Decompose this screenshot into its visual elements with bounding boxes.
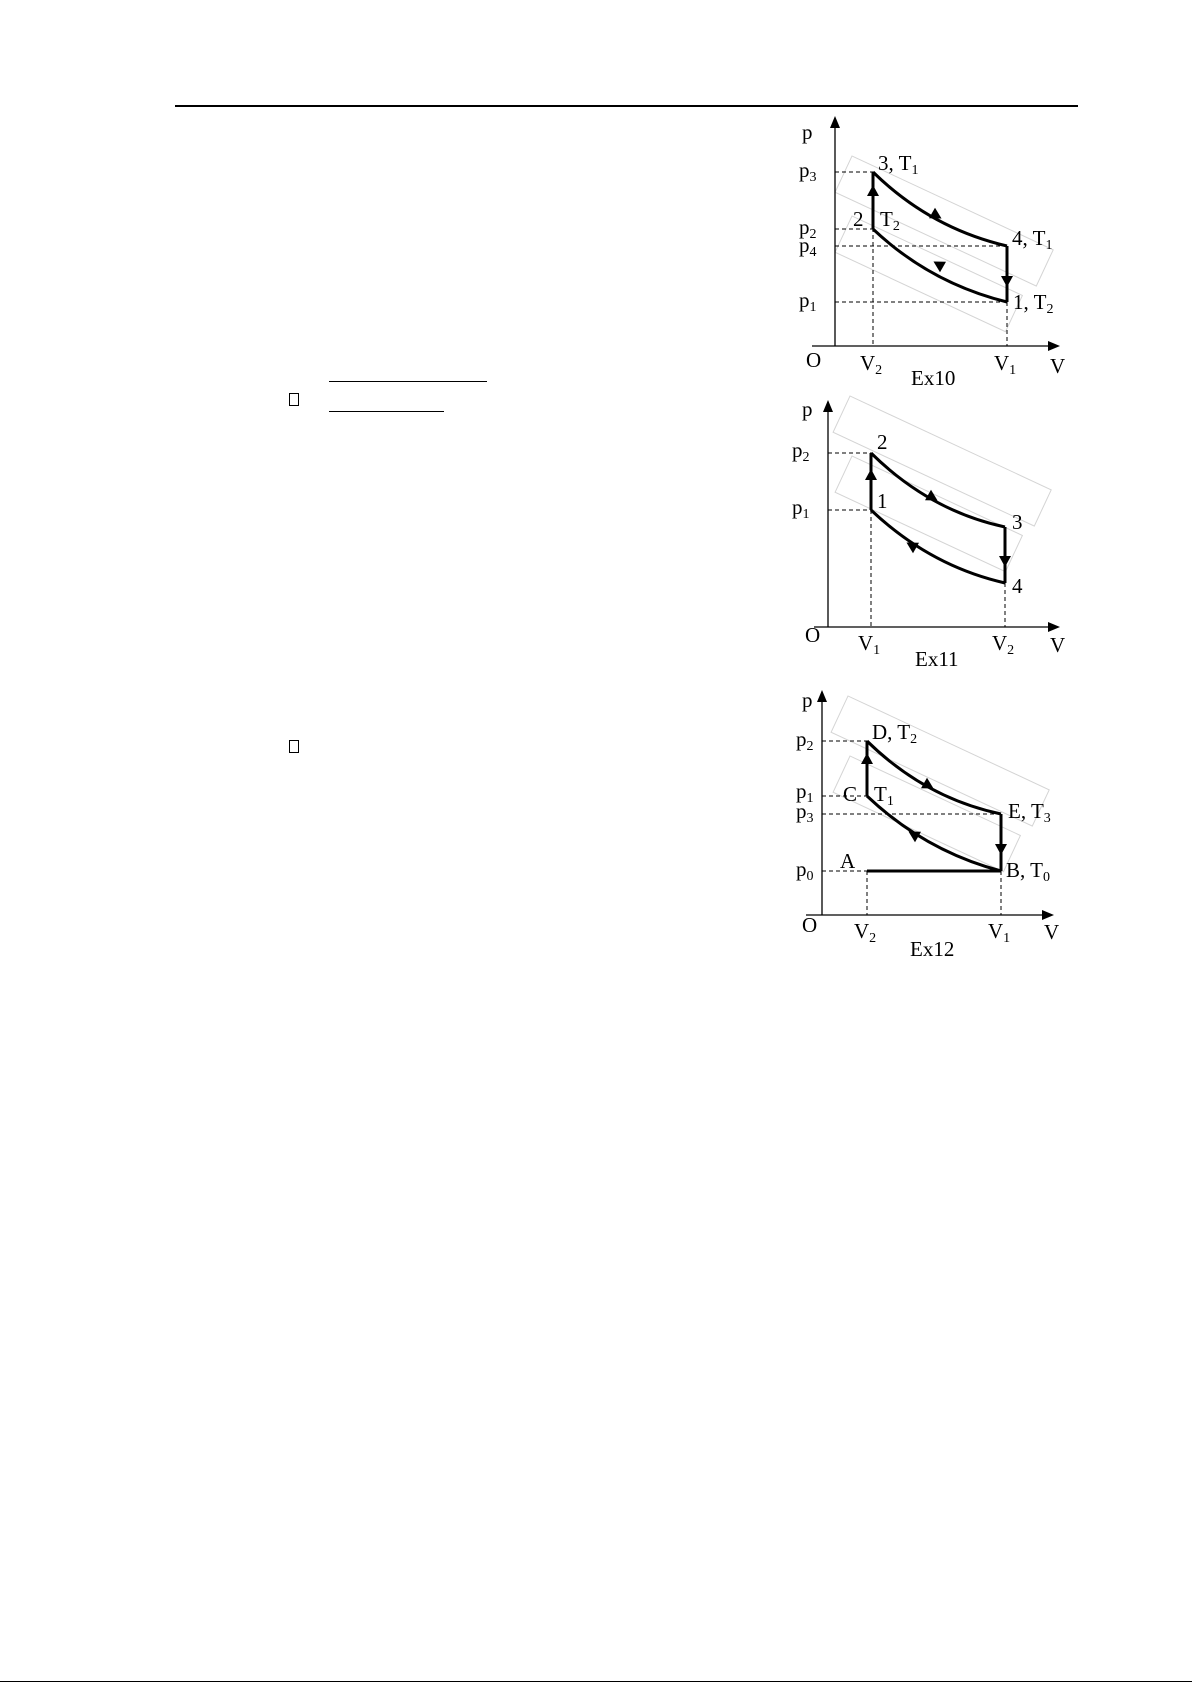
state-label-B: B, T0	[1006, 858, 1050, 885]
y-axis-arrowhead	[830, 116, 840, 128]
tick-v1: V1	[994, 351, 1017, 378]
figure-ex12	[790, 686, 1090, 966]
origin-label: O	[802, 913, 818, 937]
origin-label: O	[806, 348, 822, 372]
y-axis-label: p	[802, 120, 813, 144]
y-axis-arrowhead	[817, 690, 827, 702]
state-label-4: 4	[1012, 574, 1023, 598]
state-label-3: 3	[1012, 510, 1023, 534]
x-axis-arrowhead	[1048, 622, 1060, 632]
x-axis-arrowhead	[1048, 341, 1060, 351]
state-label-C: C	[843, 782, 858, 806]
tick-p3: p3	[796, 799, 814, 826]
placeholder-box-2	[289, 740, 299, 753]
x-axis-label: V	[1044, 920, 1060, 944]
state-label-A: A	[840, 849, 856, 873]
tick-v1: V1	[858, 631, 881, 658]
answer-blank-1	[329, 381, 487, 382]
state-label-2-temp: T2	[880, 207, 900, 234]
tick-v2: V2	[854, 919, 877, 946]
figure-ex11	[790, 396, 1090, 676]
state-label-2: 2	[877, 430, 888, 454]
figure-ex10	[790, 108, 1090, 408]
answer-blank-2	[329, 411, 444, 412]
tick-p1: p1	[796, 779, 814, 806]
y-axis-arrowhead	[823, 400, 833, 412]
tick-p1: p1	[799, 288, 817, 315]
y-axis-label: p	[802, 397, 813, 421]
tick-p2: p2	[799, 215, 817, 242]
placeholder-box-1	[289, 393, 299, 406]
figure-caption: Ex12	[910, 937, 955, 961]
x-axis-arrowhead	[1042, 910, 1054, 920]
figure-caption: Ex10	[911, 366, 956, 390]
tick-v1: V1	[988, 919, 1011, 946]
state-label-1: 1	[877, 489, 888, 513]
tick-p2: p2	[792, 438, 810, 465]
state-label-4: 4, T1	[1012, 226, 1053, 253]
state-label-3: 3, T1	[878, 151, 919, 178]
direction-arrow-4-1	[1001, 276, 1013, 287]
tick-v2: V2	[992, 631, 1015, 658]
tick-p1: p1	[792, 495, 810, 522]
direction-arrow-3-4	[999, 556, 1011, 567]
x-axis-label: V	[1050, 633, 1066, 657]
x-axis-label: V	[1050, 354, 1066, 378]
ghost-box-upper	[835, 156, 1053, 286]
tick-p3: p3	[799, 158, 817, 185]
direction-arrow-2-3	[867, 185, 879, 196]
state-label-1: 1, T2	[1013, 290, 1054, 317]
state-label-D: D, T2	[872, 720, 918, 747]
tick-p4: p4	[799, 233, 817, 260]
process-2-to-3	[871, 453, 1005, 527]
state-label-2: 2	[853, 207, 864, 231]
header-rule	[175, 105, 1078, 107]
figure-caption: Ex11	[915, 647, 959, 671]
state-label-E: E, T3	[1008, 799, 1051, 826]
state-label-C-temp: T1	[874, 782, 894, 809]
y-axis-label: p	[802, 688, 813, 712]
origin-label: O	[805, 623, 821, 647]
tick-p2: p2	[796, 727, 814, 754]
tick-v2: V2	[860, 351, 883, 378]
ghost-box-lower	[835, 216, 1022, 332]
direction-arrow-1-2	[865, 469, 877, 480]
footer-rule	[0, 1681, 1192, 1682]
tick-p0: p0	[796, 857, 814, 884]
direction-arrow-E-B	[995, 844, 1007, 855]
direction-arrow-C-D	[861, 753, 873, 764]
